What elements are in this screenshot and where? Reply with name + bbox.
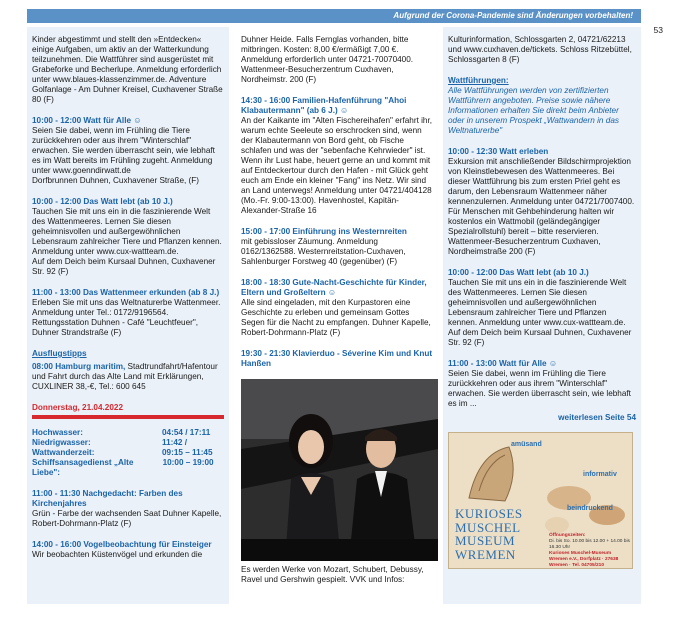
tide-value: 04:54 / 17:11 (162, 428, 211, 437)
event-heading: 11:00 - 13:00 Das Wattenmeer erkunden (ab 8 J.) (32, 288, 220, 297)
tide-row (32, 438, 224, 448)
event-body: Tauchen Sie mit uns ein in die faszinierende Welt des Wattenmeeres. Lernen Sie diesen geheimnisvollen und außergewöhnlichen Lebensraum zahlreicher Tiere und Pflanzen kennen. Anmeldung unter www.cux-wattteam.de. (32, 207, 222, 256)
event-body: Grün - Farbe der wachsenden Saat Duhner Kapelle, Robert-Dohrmann-Platz (F) (32, 509, 222, 528)
intro-text: Kinder abgestimmt und stellt den »Entdecken« einige Aufgaben, um aktiv an der Watterkundung teilzunehmen. Die Wattführer sind ausgerüstet mit Grabeforke und Becherlupe. Anmeldung erforderlich unter www.blaues-klassenzimmer.de. Adventure Golfanlage - Am Duhner Kreisel, Cuxhavener Straße 80 (F) (32, 35, 223, 104)
ad-details (549, 533, 631, 569)
tide-table (32, 428, 224, 478)
tide-label: Hochwasser: (32, 428, 83, 437)
event (32, 116, 224, 186)
event-body: Exkursion mit anschließender Bildschirmprojektion von Kleinstlebewesen des Wattenmeeres. Bei dieser Wattführung bis zum ersten Priel geht es darum, den Lebensraum Wattenmeer näher kennenzulernen. Anmeldung unter 04721/7007400. Für Menschen mit Gehbehinderung halten wir kostenlos ein Wattmobil (geländegängiger Spezialrollstuhl) bereit – bitte reservieren. Wattenmeer-Besucherzentrum Cuxhaven, Nordheimstraße 200 (F) (448, 157, 635, 256)
event-body: Tauchen Sie mit uns ein in die faszinierende Welt des Wattenmeeres. Lernen Sie diesen geheimnisvollen und außergewöhnlichen Lebensraum zahlreicher Tiere und Pflanzen kennen. Anmeldung unter www.cux-wattteam.de. (448, 278, 627, 327)
event (241, 278, 433, 338)
event (448, 359, 636, 409)
event-heading: 14:30 - 16:00 Familien-Hafenführung "Ahoi Klabautermann" (ab 6 J.) ☺ (241, 96, 407, 115)
event-heading: 10:00 - 12:00 Watt für Alle ☺ (32, 116, 142, 125)
page-number: 53 (653, 25, 663, 35)
intro-text: Kulturinformation, Schlossgarten 2, 04721/62213 und www.cuxhaven.de/tickets. Schloss Ritzebüttel, Schlossgarten 8 (F) (448, 35, 632, 64)
event-location: Auf dem Deich beim Kursaal Duhnen, Cuxhavener Str. 92 (F) (32, 257, 216, 276)
event (241, 227, 433, 267)
column-1 (27, 27, 229, 604)
column-3 (443, 27, 641, 604)
column-2 (233, 27, 438, 604)
event (448, 147, 636, 257)
tide-value: 11:42 / (162, 438, 188, 447)
piano-duo-image (241, 379, 438, 561)
event (32, 197, 224, 277)
info-box-heading: Wattführungen: (448, 76, 509, 85)
event-location: Dorfbrunnen Duhnen, Cuxhavener Straße, (F) (32, 176, 200, 185)
event (32, 540, 224, 560)
tide-row (32, 458, 224, 478)
event (241, 96, 433, 216)
date-heading: Donnerstag, 21.04.2022 (32, 403, 224, 419)
info-box-note: Alle Wattführungen werden von zertifizierten Wattführern angeboten. Preise sowie nähere Informationen erhalten Sie direkt beim Anbieter oder in unserem Prospekt „Wattwandern in das Weltnaturerbe" (448, 86, 619, 135)
event-body: Seien Sie dabei, wenn im Frühling die Tiere zurückkehren oder aus ihrem "Winterschlaf" erwachen. Sie werden überrascht sein, wie lebhaft es im ... (448, 369, 631, 408)
museum-address: Kurioses Muschel-Museum Wremen e.V., Dorfplatz · 27638 Wremen · Tel. 04705/210 (549, 550, 619, 568)
event (241, 349, 433, 369)
event-heading: 19:30 - 21:30 Klavierduo - Séverine Kim und Knut Hanßen (241, 349, 433, 368)
photo-caption: Es werden Werke von Mozart, Schubert, Debussy, Ravel und Gershwin gespielt. VVK und Infos: (241, 565, 424, 584)
event-heading: 10:00 - 12:00 Das Watt lebt (ab 10 J.) (32, 197, 173, 206)
tide-label: Schiffsansagedienst „Alte Liebe": (32, 458, 134, 477)
event (32, 489, 224, 529)
continue-link[interactable]: weiterlesen Seite 54 (558, 413, 636, 422)
museum-advertisement (448, 432, 633, 569)
tide-value: 09:15 – 11:45 (162, 448, 213, 457)
event-body: Wir beobachten Küstenvögel und erkunden die (32, 550, 203, 559)
tips-time: 08:00 Hamburg maritim, (32, 362, 126, 371)
hours-heading: Öffnungszeiten: (549, 533, 586, 538)
event-heading: 10:00 - 12:00 Das Watt lebt (ab 10 J.) (448, 268, 589, 277)
info-box (448, 76, 636, 136)
event-heading: 11:00 - 11:30 Nachgedacht: Farben des Kirchenjahres (32, 489, 183, 508)
event-heading: 10:00 - 12:30 Watt erleben (448, 147, 549, 156)
event-body: Seien Sie dabei, wenn im Frühling die Tiere zurückkehren oder aus ihrem "Winterschlaf" erwachen. Sie werden überrascht sein, wie lebhaft es im Watt bereits im Frühling zugeht. Anmeldung unter www.goenndirwatt.de (32, 126, 215, 175)
event-heading: 15:00 - 17:00 Einführung ins Westernreiten (241, 227, 407, 236)
tips-item (32, 362, 224, 392)
museum-name: KURIOSES MUSCHEL MUSEUM WREMEN (455, 506, 523, 562)
event-body: mit gebissloser Zäumung. Anmeldung 0162/1362588. Westernreitstation-Cuxhaven, Sahlenburger Forstweg 40 (gegenüber) (F) (241, 237, 406, 266)
piano-duo-photo (241, 379, 438, 561)
event-heading: 14:00 - 16:00 Vogelbeobachtung für Einsteiger (32, 540, 212, 549)
event-body: Erleben Sie mit uns das Weltnaturerbe Wattenmeer. Anmeldung unter Tel.: 0172/9196564. Rettungsstation Duhnen - Café "Leuchtfeuer", Duhner Strandstraße (F) (32, 298, 221, 337)
tide-value: 10:00 – 19:00 (162, 458, 214, 467)
tide-row (32, 428, 224, 438)
event-heading: 11:00 - 13:00 Watt für Alle ☺ (448, 359, 558, 368)
event-heading: 18:00 - 18:30 Gute-Nacht-Geschichte für Kinder, Eltern und Großeltern ☺ (241, 278, 427, 297)
event-body: An der Kaikante im "Alten Fischereihafen" erfahrt ihr, warum echte Seeleute so erschrocken sind, wenn der Klabautermann von Bord geht, ob Fische schlafen und was der "sebenfache Kehrwieder" ist. Wenn ihr Lust habe, heuert gerne an und kommt mit auf Entdeckertour durch den Hafen - mit Glück geht euch am Ende ein kleiner "Fang" ins Netz. Wir sind an Land unterwegs! Anmeldung unter 04721/404128 (Mo.-Fr. 9:00-13:00). Havenhostel, Kapitän-Alexander-Straße 16 (241, 116, 433, 215)
tips-heading: Ausflugstipps (32, 349, 87, 358)
tide-label: Wattwanderzeit: (32, 448, 95, 457)
tide-row (32, 448, 224, 458)
event-location: Auf dem Deich beim Kursaal Duhnen, Cuxhavener Str. 92 (F) (448, 328, 632, 347)
opening-hours: Di. bis So. 10.00 bis 12.00 + 14.00 bis 16.30 Uhr (549, 538, 630, 550)
event (448, 268, 636, 348)
event (32, 288, 224, 338)
event-body: Alle sind eingeladen, mit den Kurpastoren eine Geschichte zu erleben und gemeinsam Gottes Segen für die Nacht zu empfangen. Duhner Kapelle, Robert-Dohrmann-Platz (F) (241, 298, 431, 337)
intro-text: Duhner Heide. Falls Fernglas vorhanden, bitte mitbringen. Kosten: 8,00 €/ermäßigt 7,00 €. Anmeldung erforderlich unter 04721-70070400. Wattenmeer-Besucherzentrum Cuxhaven, Nordheimstr. 200 (F) (241, 35, 414, 84)
notice-banner: Aufgrund der Corona-Pandemie sind Änderungen vorbehalten! (27, 9, 641, 23)
tips-body: Stadtrundfahrt/Hafentour und Fahrt durch das Alte Land mit Erklärungen, CUXLINER 38,-€, Tel.: 600 645 (32, 362, 218, 391)
tide-label: Niedrigwasser: (32, 438, 91, 447)
ad-label: amüsand (511, 441, 542, 448)
ad-label: beindruckend (567, 505, 613, 512)
ad-label: informativ (583, 471, 617, 478)
